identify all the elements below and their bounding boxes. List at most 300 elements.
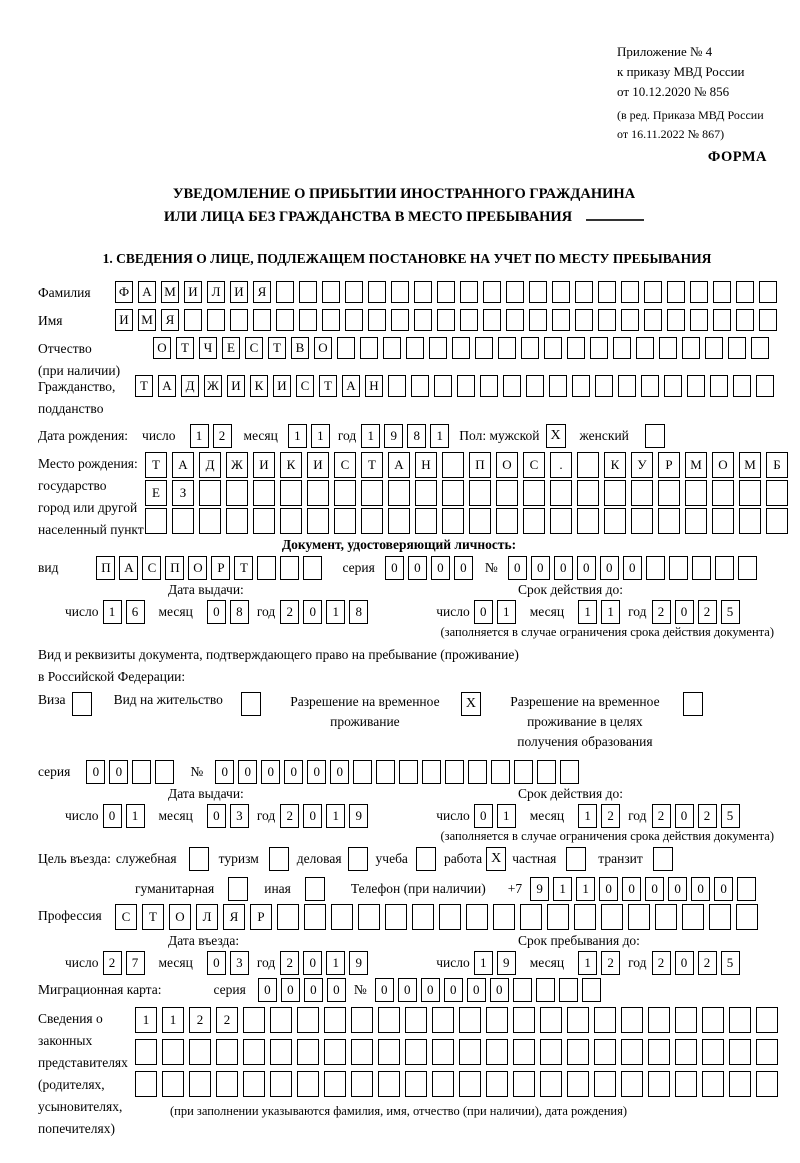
form-cell[interactable]: О: [188, 556, 207, 580]
form-cell[interactable]: Л: [207, 281, 225, 303]
form-cell[interactable]: 0: [675, 804, 694, 828]
form-cell[interactable]: [412, 904, 434, 930]
form-cell[interactable]: Т: [234, 556, 253, 580]
form-cell[interactable]: 0: [623, 556, 642, 580]
form-cell[interactable]: Н: [365, 375, 383, 397]
form-cell[interactable]: [567, 1071, 589, 1097]
form-cell[interactable]: [162, 1039, 184, 1065]
form-cell[interactable]: [388, 508, 410, 534]
form-cell[interactable]: [297, 1071, 319, 1097]
form-cell[interactable]: [766, 508, 788, 534]
form-cell[interactable]: 1: [288, 424, 307, 448]
form-cell[interactable]: Е: [145, 480, 167, 506]
form-cell[interactable]: 9: [530, 877, 549, 901]
form-cell[interactable]: Д: [199, 452, 221, 478]
form-cell[interactable]: [383, 337, 401, 359]
form-cell[interactable]: 2: [652, 804, 671, 828]
form-cell[interactable]: [506, 309, 524, 331]
form-cell[interactable]: 0: [258, 978, 277, 1002]
form-cell[interactable]: [648, 1071, 670, 1097]
form-cell[interactable]: 2: [652, 951, 671, 975]
form-cell[interactable]: А: [342, 375, 360, 397]
form-cell[interactable]: 3: [230, 804, 249, 828]
form-cell[interactable]: [544, 337, 562, 359]
form-cell[interactable]: 0: [531, 556, 550, 580]
purpose-study-checkbox[interactable]: [416, 847, 436, 871]
form-cell[interactable]: [577, 452, 599, 478]
form-cell[interactable]: 0: [207, 600, 226, 624]
form-cell[interactable]: 1: [578, 951, 597, 975]
form-cell[interactable]: [567, 1007, 589, 1033]
form-cell[interactable]: [636, 337, 654, 359]
form-cell[interactable]: [733, 375, 751, 397]
form-cell[interactable]: Т: [268, 337, 286, 359]
purpose-humanitarian-checkbox[interactable]: [228, 877, 248, 901]
form-cell[interactable]: [575, 309, 593, 331]
form-cell[interactable]: 2: [698, 951, 717, 975]
form-cell[interactable]: Т: [319, 375, 337, 397]
form-cell[interactable]: [567, 337, 585, 359]
form-cell[interactable]: К: [604, 452, 626, 478]
form-cell[interactable]: [358, 904, 380, 930]
form-cell[interactable]: [459, 1039, 481, 1065]
form-cell[interactable]: [230, 309, 248, 331]
form-cell[interactable]: 0: [304, 978, 323, 1002]
form-cell[interactable]: 9: [497, 951, 516, 975]
form-cell[interactable]: 0: [398, 978, 417, 1002]
form-cell[interactable]: [621, 1039, 643, 1065]
form-cell[interactable]: [361, 508, 383, 534]
form-cell[interactable]: [132, 760, 151, 784]
form-cell[interactable]: 1: [190, 424, 209, 448]
form-cell[interactable]: И: [230, 281, 248, 303]
form-cell[interactable]: [529, 281, 547, 303]
form-cell[interactable]: 1: [361, 424, 380, 448]
form-cell[interactable]: [405, 1039, 427, 1065]
form-cell[interactable]: [486, 1071, 508, 1097]
form-cell[interactable]: [631, 508, 653, 534]
form-cell[interactable]: С: [334, 452, 356, 478]
form-cell[interactable]: [243, 1007, 265, 1033]
form-cell[interactable]: 9: [349, 951, 368, 975]
form-cell[interactable]: 2: [213, 424, 232, 448]
form-cell[interactable]: [621, 281, 639, 303]
form-cell[interactable]: 0: [303, 951, 322, 975]
male-checkbox[interactable]: X: [546, 424, 566, 448]
form-cell[interactable]: [702, 1007, 724, 1033]
form-cell[interactable]: 1: [578, 600, 597, 624]
form-cell[interactable]: [303, 556, 322, 580]
form-cell[interactable]: [529, 309, 547, 331]
form-cell[interactable]: [648, 1039, 670, 1065]
form-cell[interactable]: И: [253, 452, 275, 478]
form-cell[interactable]: Ж: [226, 452, 248, 478]
form-cell[interactable]: [322, 281, 340, 303]
form-cell[interactable]: 0: [668, 877, 687, 901]
form-cell[interactable]: 0: [554, 556, 573, 580]
form-cell[interactable]: [594, 1071, 616, 1097]
form-cell[interactable]: [432, 1039, 454, 1065]
form-cell[interactable]: [368, 281, 386, 303]
form-cell[interactable]: 1: [497, 804, 516, 828]
form-cell[interactable]: 9: [349, 804, 368, 828]
form-cell[interactable]: [376, 760, 395, 784]
form-cell[interactable]: 3: [230, 951, 249, 975]
form-cell[interactable]: [582, 978, 601, 1002]
form-cell[interactable]: 0: [207, 804, 226, 828]
form-cell[interactable]: [452, 337, 470, 359]
form-cell[interactable]: Р: [250, 904, 272, 930]
form-cell[interactable]: [682, 904, 704, 930]
form-cell[interactable]: [513, 978, 532, 1002]
form-cell[interactable]: [621, 1007, 643, 1033]
form-cell[interactable]: 0: [467, 978, 486, 1002]
form-cell[interactable]: [243, 1071, 265, 1097]
form-cell[interactable]: 1: [135, 1007, 157, 1033]
form-cell[interactable]: 2: [698, 804, 717, 828]
form-cell[interactable]: 1: [103, 600, 122, 624]
form-cell[interactable]: 0: [675, 600, 694, 624]
form-cell[interactable]: [216, 1071, 238, 1097]
form-cell[interactable]: [675, 1007, 697, 1033]
form-cell[interactable]: 0: [385, 556, 404, 580]
form-cell[interactable]: Я: [161, 309, 179, 331]
rvp-education-checkbox[interactable]: [683, 692, 703, 716]
form-cell[interactable]: [322, 309, 340, 331]
form-cell[interactable]: [549, 375, 567, 397]
form-cell[interactable]: [594, 1007, 616, 1033]
form-cell[interactable]: [207, 309, 225, 331]
form-cell[interactable]: 0: [284, 760, 303, 784]
form-cell[interactable]: О: [169, 904, 191, 930]
form-cell[interactable]: 0: [330, 760, 349, 784]
purpose-work-checkbox[interactable]: X: [486, 847, 506, 871]
form-cell[interactable]: [304, 904, 326, 930]
form-cell[interactable]: 2: [280, 951, 299, 975]
form-cell[interactable]: [135, 1071, 157, 1097]
form-cell[interactable]: [475, 337, 493, 359]
form-cell[interactable]: 1: [126, 804, 145, 828]
form-cell[interactable]: [667, 281, 685, 303]
form-cell[interactable]: Е: [222, 337, 240, 359]
form-cell[interactable]: [253, 508, 275, 534]
form-cell[interactable]: [432, 1071, 454, 1097]
form-cell[interactable]: [513, 1007, 535, 1033]
form-cell[interactable]: М: [161, 281, 179, 303]
form-cell[interactable]: [692, 556, 711, 580]
form-cell[interactable]: 8: [349, 600, 368, 624]
form-cell[interactable]: М: [739, 452, 761, 478]
form-cell[interactable]: [406, 337, 424, 359]
form-cell[interactable]: [658, 480, 680, 506]
form-cell[interactable]: [503, 375, 521, 397]
form-cell[interactable]: [575, 281, 593, 303]
form-cell[interactable]: [644, 281, 662, 303]
form-cell[interactable]: [526, 375, 544, 397]
form-cell[interactable]: [257, 556, 276, 580]
form-cell[interactable]: [613, 337, 631, 359]
form-cell[interactable]: 1: [553, 877, 572, 901]
form-cell[interactable]: [437, 281, 455, 303]
form-cell[interactable]: [297, 1039, 319, 1065]
form-cell[interactable]: [598, 281, 616, 303]
form-cell[interactable]: [759, 281, 777, 303]
form-cell[interactable]: 9: [384, 424, 403, 448]
form-cell[interactable]: О: [712, 452, 734, 478]
form-cell[interactable]: [601, 904, 623, 930]
form-cell[interactable]: [658, 508, 680, 534]
form-cell[interactable]: 0: [261, 760, 280, 784]
form-cell[interactable]: [514, 760, 533, 784]
form-cell[interactable]: П: [469, 452, 491, 478]
form-cell[interactable]: [378, 1039, 400, 1065]
form-cell[interactable]: [226, 480, 248, 506]
form-cell[interactable]: [756, 1071, 778, 1097]
form-cell[interactable]: [155, 760, 174, 784]
form-cell[interactable]: [682, 337, 700, 359]
form-cell[interactable]: [659, 337, 677, 359]
form-cell[interactable]: [702, 1071, 724, 1097]
form-cell[interactable]: [337, 337, 355, 359]
form-cell[interactable]: [299, 309, 317, 331]
form-cell[interactable]: 0: [454, 556, 473, 580]
form-cell[interactable]: [728, 337, 746, 359]
form-cell[interactable]: [414, 281, 432, 303]
form-cell[interactable]: [618, 375, 636, 397]
form-cell[interactable]: 1: [326, 600, 345, 624]
form-cell[interactable]: Т: [176, 337, 194, 359]
form-cell[interactable]: [405, 1007, 427, 1033]
form-cell[interactable]: 0: [444, 978, 463, 1002]
form-cell[interactable]: [729, 1071, 751, 1097]
form-cell[interactable]: [253, 309, 271, 331]
form-cell[interactable]: [540, 1007, 562, 1033]
form-cell[interactable]: [360, 337, 378, 359]
form-cell[interactable]: С: [142, 556, 161, 580]
form-cell[interactable]: [399, 760, 418, 784]
form-cell[interactable]: [513, 1071, 535, 1097]
form-cell[interactable]: [540, 1071, 562, 1097]
form-cell[interactable]: 0: [508, 556, 527, 580]
form-cell[interactable]: [736, 281, 754, 303]
form-cell[interactable]: [598, 309, 616, 331]
form-cell[interactable]: [621, 309, 639, 331]
form-cell[interactable]: [523, 508, 545, 534]
form-cell[interactable]: [710, 375, 728, 397]
form-cell[interactable]: П: [165, 556, 184, 580]
form-cell[interactable]: 2: [189, 1007, 211, 1033]
form-cell[interactable]: Ф: [115, 281, 133, 303]
form-cell[interactable]: [713, 281, 731, 303]
form-cell[interactable]: 0: [675, 951, 694, 975]
form-cell[interactable]: 0: [490, 978, 509, 1002]
form-cell[interactable]: [491, 760, 510, 784]
form-cell[interactable]: О: [496, 452, 518, 478]
form-cell[interactable]: [145, 508, 167, 534]
form-cell[interactable]: [493, 904, 515, 930]
form-cell[interactable]: К: [250, 375, 268, 397]
form-cell[interactable]: [737, 877, 756, 901]
form-cell[interactable]: [756, 375, 774, 397]
form-cell[interactable]: А: [138, 281, 156, 303]
form-cell[interactable]: С: [296, 375, 314, 397]
form-cell[interactable]: [738, 556, 757, 580]
form-cell[interactable]: [712, 480, 734, 506]
form-cell[interactable]: [334, 508, 356, 534]
form-cell[interactable]: 0: [714, 877, 733, 901]
form-cell[interactable]: [414, 309, 432, 331]
form-cell[interactable]: 7: [126, 951, 145, 975]
form-cell[interactable]: [162, 1071, 184, 1097]
form-cell[interactable]: У: [631, 452, 653, 478]
form-cell[interactable]: С: [523, 452, 545, 478]
form-cell[interactable]: [520, 904, 542, 930]
form-cell[interactable]: [466, 904, 488, 930]
form-cell[interactable]: 0: [215, 760, 234, 784]
form-cell[interactable]: [739, 508, 761, 534]
form-cell[interactable]: [552, 309, 570, 331]
form-cell[interactable]: [199, 480, 221, 506]
form-cell[interactable]: [739, 480, 761, 506]
form-cell[interactable]: 0: [281, 978, 300, 1002]
form-cell[interactable]: [667, 309, 685, 331]
form-cell[interactable]: [307, 508, 329, 534]
form-cell[interactable]: [521, 337, 539, 359]
form-cell[interactable]: [277, 904, 299, 930]
form-cell[interactable]: [324, 1071, 346, 1097]
form-cell[interactable]: М: [685, 452, 707, 478]
form-cell[interactable]: [442, 508, 464, 534]
form-cell[interactable]: [411, 375, 429, 397]
form-cell[interactable]: [496, 480, 518, 506]
form-cell[interactable]: 1: [430, 424, 449, 448]
form-cell[interactable]: [631, 480, 653, 506]
form-cell[interactable]: Ж: [204, 375, 222, 397]
form-cell[interactable]: [628, 904, 650, 930]
form-cell[interactable]: [172, 508, 194, 534]
form-cell[interactable]: 0: [577, 556, 596, 580]
form-cell[interactable]: [415, 480, 437, 506]
purpose-official-checkbox[interactable]: [189, 847, 209, 871]
form-cell[interactable]: [216, 1039, 238, 1065]
form-cell[interactable]: 2: [103, 951, 122, 975]
form-cell[interactable]: [705, 337, 723, 359]
form-cell[interactable]: [536, 978, 555, 1002]
form-cell[interactable]: [280, 480, 302, 506]
form-cell[interactable]: 1: [601, 600, 620, 624]
form-cell[interactable]: [577, 508, 599, 534]
form-cell[interactable]: [729, 1007, 751, 1033]
form-cell[interactable]: А: [119, 556, 138, 580]
form-cell[interactable]: О: [153, 337, 171, 359]
form-cell[interactable]: [351, 1071, 373, 1097]
purpose-business-checkbox[interactable]: [348, 847, 368, 871]
purpose-other-checkbox[interactable]: [305, 877, 325, 901]
form-cell[interactable]: [687, 375, 705, 397]
form-cell[interactable]: О: [314, 337, 332, 359]
form-cell[interactable]: И: [184, 281, 202, 303]
form-cell[interactable]: [685, 508, 707, 534]
form-cell[interactable]: [506, 281, 524, 303]
form-cell[interactable]: [736, 904, 758, 930]
form-cell[interactable]: 2: [652, 600, 671, 624]
form-cell[interactable]: 0: [375, 978, 394, 1002]
form-cell[interactable]: П: [96, 556, 115, 580]
form-cell[interactable]: [483, 281, 501, 303]
form-cell[interactable]: [391, 309, 409, 331]
form-cell[interactable]: [550, 508, 572, 534]
form-cell[interactable]: [486, 1007, 508, 1033]
form-cell[interactable]: 0: [408, 556, 427, 580]
form-cell[interactable]: [483, 309, 501, 331]
form-cell[interactable]: 8: [407, 424, 426, 448]
form-cell[interactable]: Я: [253, 281, 271, 303]
form-cell[interactable]: [756, 1007, 778, 1033]
form-cell[interactable]: [552, 281, 570, 303]
form-cell[interactable]: 8: [230, 600, 249, 624]
form-cell[interactable]: 0: [109, 760, 128, 784]
form-cell[interactable]: 5: [721, 600, 740, 624]
purpose-transit-checkbox[interactable]: [653, 847, 673, 871]
form-cell[interactable]: 2: [216, 1007, 238, 1033]
form-cell[interactable]: [353, 760, 372, 784]
form-cell[interactable]: [712, 508, 734, 534]
form-cell[interactable]: 0: [421, 978, 440, 1002]
form-cell[interactable]: [736, 309, 754, 331]
form-cell[interactable]: [496, 508, 518, 534]
form-cell[interactable]: [270, 1071, 292, 1097]
form-cell[interactable]: [405, 1071, 427, 1097]
form-cell[interactable]: [690, 309, 708, 331]
form-cell[interactable]: [702, 1039, 724, 1065]
form-cell[interactable]: [468, 760, 487, 784]
form-cell[interactable]: [388, 480, 410, 506]
form-cell[interactable]: 0: [303, 600, 322, 624]
form-cell[interactable]: [572, 375, 590, 397]
form-cell[interactable]: И: [227, 375, 245, 397]
form-cell[interactable]: 0: [645, 877, 664, 901]
form-cell[interactable]: [368, 309, 386, 331]
form-cell[interactable]: [442, 480, 464, 506]
form-cell[interactable]: [385, 904, 407, 930]
form-cell[interactable]: 2: [698, 600, 717, 624]
form-cell[interactable]: 0: [207, 951, 226, 975]
form-cell[interactable]: [299, 281, 317, 303]
form-cell[interactable]: [378, 1071, 400, 1097]
form-cell[interactable]: 1: [576, 877, 595, 901]
form-cell[interactable]: [648, 1007, 670, 1033]
form-cell[interactable]: [574, 904, 596, 930]
form-cell[interactable]: [547, 904, 569, 930]
form-cell[interactable]: Д: [181, 375, 199, 397]
form-cell[interactable]: 1: [497, 600, 516, 624]
purpose-private-checkbox[interactable]: [566, 847, 586, 871]
form-cell[interactable]: 0: [327, 978, 346, 1002]
form-cell[interactable]: 0: [431, 556, 450, 580]
form-cell[interactable]: [442, 452, 464, 478]
form-cell[interactable]: [756, 1039, 778, 1065]
form-cell[interactable]: [590, 337, 608, 359]
form-cell[interactable]: [460, 309, 478, 331]
form-cell[interactable]: С: [115, 904, 137, 930]
form-cell[interactable]: [513, 1039, 535, 1065]
female-checkbox[interactable]: [645, 424, 665, 448]
form-cell[interactable]: [669, 556, 688, 580]
form-cell[interactable]: К: [280, 452, 302, 478]
form-cell[interactable]: [460, 281, 478, 303]
form-cell[interactable]: [434, 375, 452, 397]
form-cell[interactable]: [280, 508, 302, 534]
